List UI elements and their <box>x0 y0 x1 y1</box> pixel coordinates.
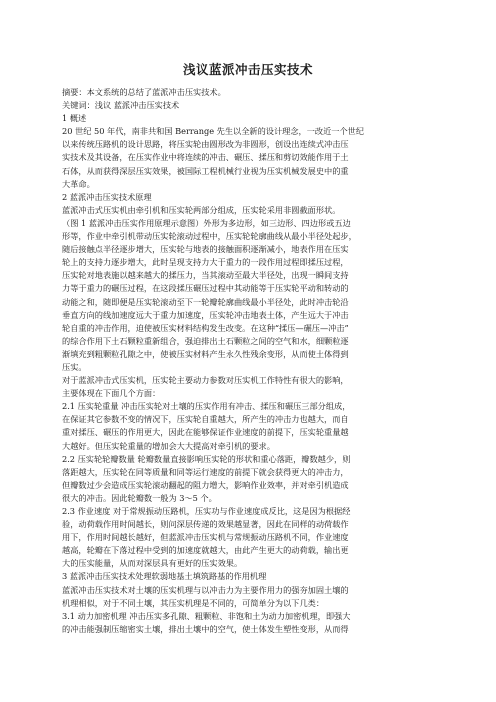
text-line: 压实。 <box>62 361 87 372</box>
text-line: 压实轮对地表施以越来越大的揉压力，当其滚动至最大半径处，出现一瞬间支持 <box>62 270 349 281</box>
text-line: 渐填充到粗颗粒孔隙之中，使被压实材料产生永久性残余变形，从而使土体得到 <box>62 348 349 359</box>
text-line: 2 蓝派冲击压实技术原理 <box>62 191 152 202</box>
text-line: 机理相似，对于不同土壤，其压实机理是不同的，可简单分为以下几类： <box>62 597 325 608</box>
text-line: 蓝派冲击式压实机由牵引机和压实轮两部分组成，压实轮采用非圆截面形状。 <box>62 204 341 215</box>
text-line: 验，动荷载作用时间越长，则问深层传递的效果越显著，因此在同样的动荷载作 <box>62 519 349 530</box>
text-line: 1 概述 <box>62 113 87 124</box>
text-line: 3 蓝派冲击压实技术处理软弱地基土填筑路基的作用机理 <box>62 571 267 582</box>
text-line: 随后接触点半径逐步增大，压实轮与地表的接触面积逐渐减小，地表作用在压实 <box>62 244 349 255</box>
document-title: 浅议蓝派冲击压实技术 <box>182 62 313 77</box>
text-line: 大革命。 <box>62 178 95 189</box>
text-line: 关键词：浅议 蓝派冲击压实技术 <box>62 100 180 111</box>
text-line: 3.1 动力加密机理 冲击压实多孔隙、粗颗粒、非饱和土为动力加密机理，即强大 <box>62 610 351 621</box>
text-line: 落距越大，压实轮在同等质量和同等运行速度的前提下就会获得更大的冲击力， <box>62 466 349 477</box>
text-line: 对于蓝派冲击式压实机，压实轮主要动力参数对压实机工作特性有很大的影响， <box>62 375 349 386</box>
text-line: 的综合作用下土石颗粒重新组合，强迫排出土石颗粒之间的空气和水，细颗粒逐 <box>62 335 349 346</box>
text-line: 轮自重的冲击作用，迫使被压实材料结构发生改变。在这种“揉压—碾压—冲击” <box>62 322 349 333</box>
text-line: 在保证其它参数不变的情况下，压实轮自重越大，所产生的冲击力也越大，而自 <box>62 414 349 425</box>
text-line: 石体，从而获得深层压实效果，被国际工程机械行业视为压实机械发展史中的重 <box>62 165 349 176</box>
text-line: 2.1 压实轮重量 冲击压实轮对土壤的压实作用有冲击、揉压和碾压三部分组成， <box>62 401 351 412</box>
text-line: 力等于重力的碾压过程，在这段揉压碾压过程中其动能等于压实轮平动和转动的 <box>62 283 349 294</box>
text-line: （图 1 蓝派冲击压实作用原理示意图）外形为多边形，如三边形、四边形或五边 <box>62 217 351 228</box>
text-line: 越高，轮瓣在下落过程中受到的加速度就越大，由此产生更大的动荷载，输出更 <box>62 545 349 556</box>
text-line: 的冲击能强制压缩密实土壤，排出土壤中的空气，使土体发生塑性变形，从而得 <box>62 623 349 634</box>
text-line: 用下，作用时间越长越好，但蓝派冲击压实机与常规振动压路机不同，作业速度 <box>62 532 349 543</box>
document-body <box>62 86 438 636</box>
text-line: 2.2 压实轮轮瓣数量 轮瓣数量直接影响压实轮的形状和重心落距，瓣数越少，则 <box>62 453 351 464</box>
text-line: 大的压实能量，从而对深层具有更好的压实效果。 <box>62 558 243 569</box>
text-line: 但瓣数过少会造成压实轮滚动翻起的阻力增大，影响作业效率，并对牵引机造成 <box>62 479 349 490</box>
text-line: 重对揉压、碾压的作用更大，因此在能够保证作业速度的前提下，压实轮重量越 <box>62 427 349 438</box>
text-line: 大越好。但压实轮重量的增加会大大提高对牵引机的要求。 <box>62 440 275 451</box>
text-line: 实技术及其设备，在压实作业中将连续的冲击、碾压、揉压和剪切效能作用于土 <box>62 152 349 163</box>
text-line: 摘要：本文系统的总结了蓝派冲击压实技术。 <box>62 87 226 97</box>
text-line: 垂直方向的线加速度远大于重力加速度，压实轮冲击地表土体，产生远大于冲击 <box>62 309 349 320</box>
text-line: 蓝派冲击压实技术对土壤的压实机理与以冲击力为主要作用力的强夯加固土壤的 <box>62 584 349 595</box>
text-line: 2.3 作业速度 对于常规振动压路机，压实功与作业速度成反比，这是因为根据经 <box>62 506 351 516</box>
text-line: 轮上的支持力逐步增大，此时呈现支持力大于重力的一段作用过程即揉压过程， <box>62 257 349 268</box>
text-line: 以来传统压路机的设计思路，将压实轮由圆形改为非圆形，创设出连续式冲击压 <box>62 139 349 150</box>
text-line: 20 世纪 50 年代，南非共和国 Berrange 先生以全新的设计理念，一改近一个世纪 <box>62 126 365 137</box>
text-line: 主要体现在下面几个方面： <box>62 388 161 399</box>
text-line: 很大的冲击。因此轮瓣数一般为 3～5 个。 <box>62 492 217 503</box>
text-line: 形等，作业中牵引机带动压实轮滚动过程中，压实轮轮廓曲线从最小半径处起步， <box>62 231 357 242</box>
text-line: 动能之和，随即便是压实轮滚动至下一轮瓣轮廓曲线最小半径处，此时冲击轮沿 <box>62 296 349 307</box>
